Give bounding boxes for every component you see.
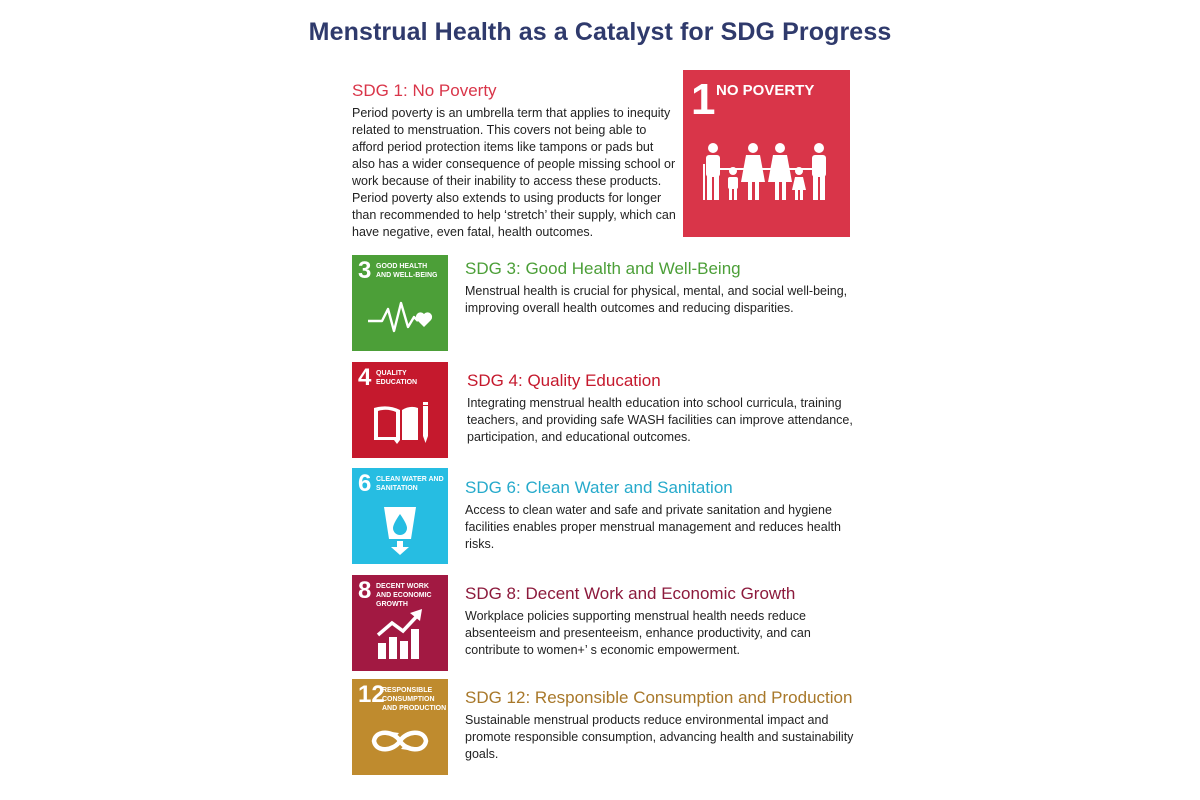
section-heading: SDG 12: Responsible Consumption and Production — [465, 688, 853, 707]
tile-number: 4 — [358, 364, 372, 391]
heartbeat-icon — [368, 299, 434, 335]
tile-number: 6 — [358, 470, 372, 497]
section-sdg4 — [467, 370, 857, 446]
sdg6-tile — [352, 468, 448, 564]
section-heading: SDG 3: Good Health and Well-Being — [465, 259, 741, 278]
sdg1-tile — [683, 70, 850, 237]
tile-number: 3 — [358, 257, 372, 284]
sdg8-tile — [352, 575, 448, 671]
tile-label: NO POVERTY — [716, 82, 815, 99]
section-heading: SDG 6: Clean Water and Sanitation — [465, 478, 733, 497]
tile-number: 1 — [691, 75, 716, 124]
section-body: Integrating menstrual health education into school curricula, training teachers, and providing safe WASH facilities can improve attendance, participation, and educational outcomes. — [467, 396, 853, 444]
family-icon — [701, 142, 832, 204]
tile-label: DECENT WORK AND ECONOMIC GROWTH — [376, 583, 432, 608]
section-heading: SDG 1: No Poverty — [352, 81, 497, 100]
book-pencil-icon — [372, 402, 430, 446]
sdg4-tile — [352, 362, 448, 458]
growth-chart-icon — [376, 609, 424, 661]
tile-label: GOOD HEALTH AND WELL-BEING — [376, 263, 438, 279]
section-body: Menstrual health is crucial for physical, mental, and social well-being, improving overall health outcomes and reducing disparities. — [465, 284, 848, 315]
section-sdg1 — [352, 80, 677, 241]
tile-label: CLEAN WATER AND SANITATION — [376, 476, 444, 492]
section-heading: SDG 4: Quality Education — [467, 371, 661, 390]
infinity-icon — [368, 725, 432, 757]
section-sdg6 — [465, 477, 855, 553]
section-sdg12 — [465, 687, 855, 763]
tile-label: QUALITY EDUCATION — [376, 370, 418, 386]
tile-label: RESPONSIBLE CONSUMPTION AND PRODUCTION — [382, 687, 447, 712]
page-title: Menstrual Health as a Catalyst for SDG Progress — [308, 18, 892, 46]
tile-number: 12 — [358, 681, 385, 708]
sdg3-tile — [352, 255, 448, 351]
water-glass-icon — [382, 505, 418, 557]
section-body: Sustainable menstrual products reduce environmental impact and promote responsible consumption, advancing health and sustainability goals. — [465, 713, 854, 761]
section-sdg8 — [465, 583, 855, 659]
tile-number: 8 — [358, 577, 372, 604]
section-body: Access to clean water and safe and private sanitation and hygiene facilities enables proper menstrual management and reduces health risks. — [465, 503, 841, 551]
section-body: Period poverty is an umbrella term that applies to inequity related to menstruation. This covers not being able to afford period protection items like tampons or pads but also has a wider consequence of people missing school or work because of their inability to access these products. Period poverty also extends to using products for longer than recommended to help ‘stretch’ their supply, which can have negative, even fatal, health outcomes. — [352, 106, 676, 239]
sdg12-tile — [352, 679, 448, 775]
section-sdg3 — [465, 258, 855, 317]
section-body: Workplace policies supporting menstrual health needs reduce absenteeism and presenteeism, enhance productivity, and can contribute to women+’ s economic empowerment. — [465, 609, 811, 657]
section-heading: SDG 8: Decent Work and Economic Growth — [465, 584, 796, 603]
